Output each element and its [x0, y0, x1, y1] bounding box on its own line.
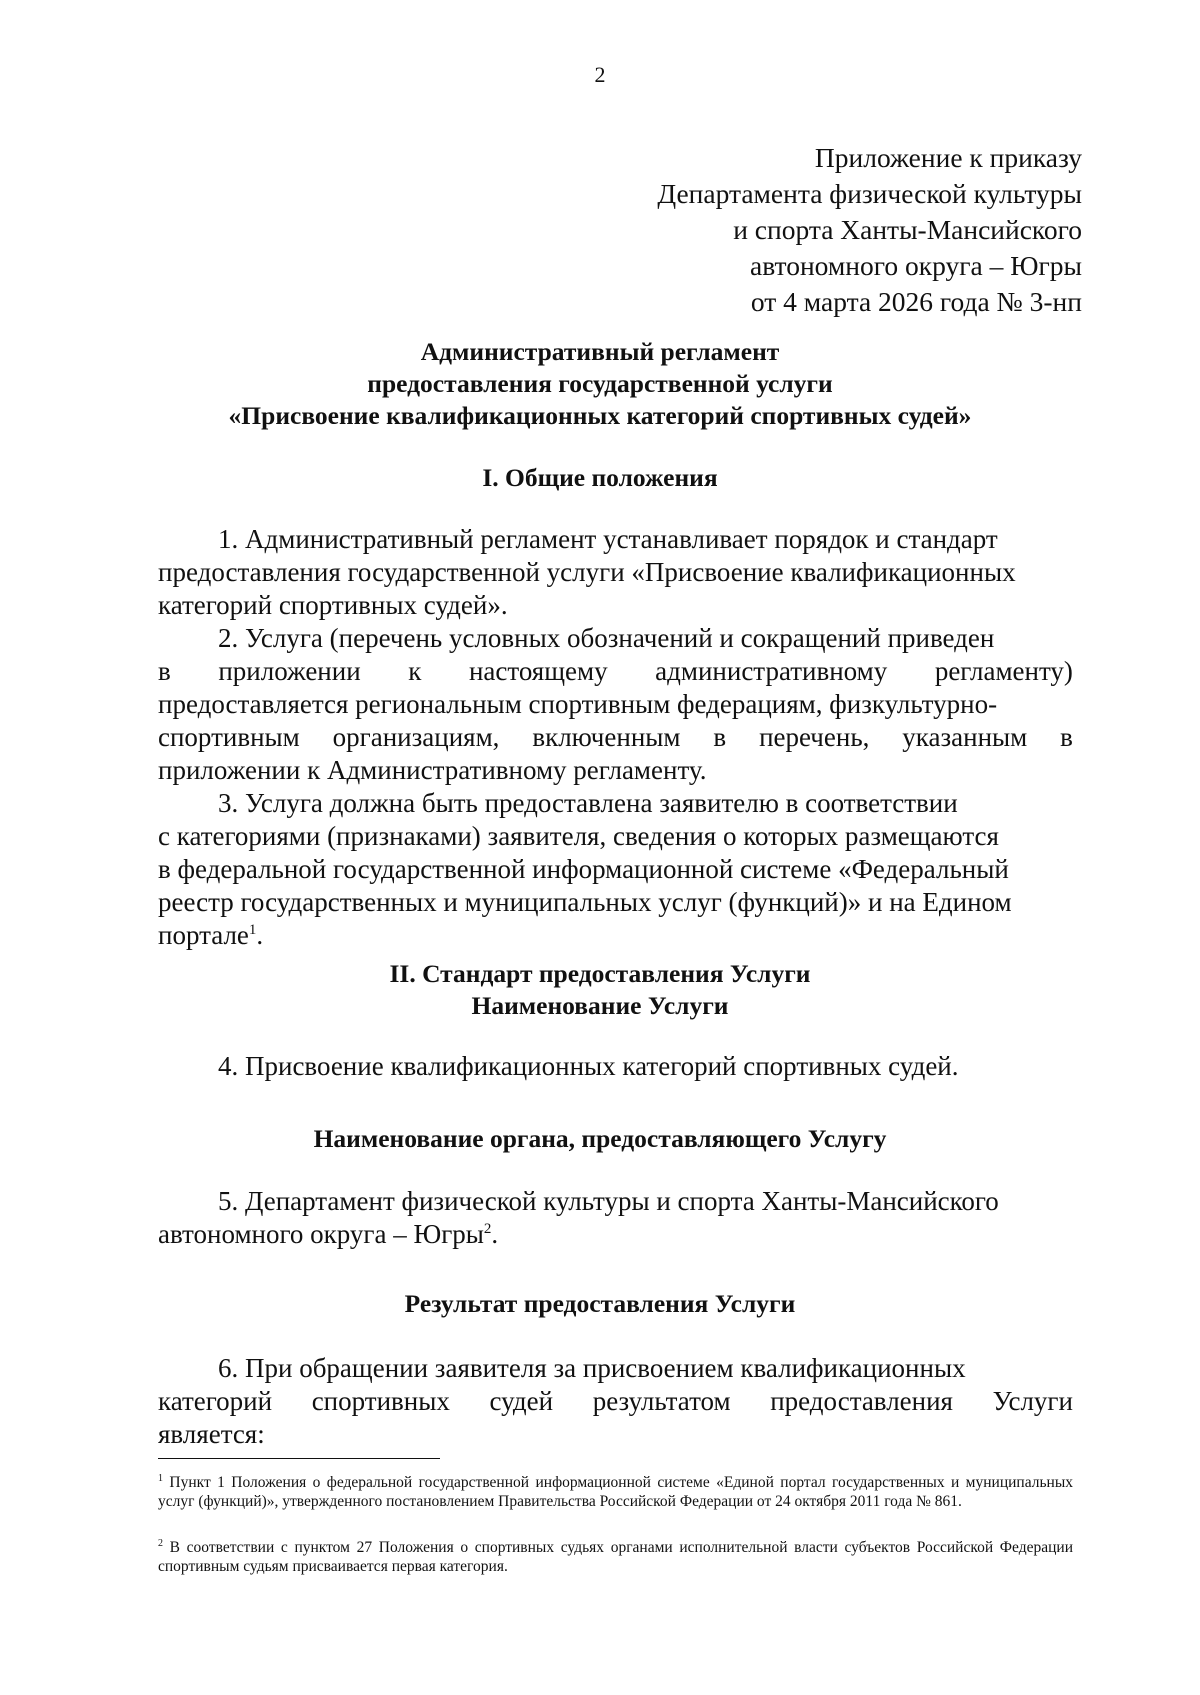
paragraph-text: является: — [158, 1419, 265, 1449]
justified-line: в приложении к настоящему административному регламенту) — [158, 656, 1073, 686]
paragraph-1 — [158, 523, 1073, 622]
page-number: 2 — [594, 62, 606, 87]
paragraph-text: категорий спортивных судей». — [158, 590, 508, 620]
appendix-line: от 4 марта 2026 года № 3-нп — [750, 286, 1082, 317]
appendix-block — [657, 140, 1082, 320]
paragraph-text: 6. При обращении заявителя за присвоением квалификационных — [218, 1353, 966, 1383]
paragraph-text: приложении к Административному регламенту. — [158, 755, 707, 785]
footnote-ref[interactable]: 2 — [483, 1221, 492, 1237]
paragraph-6 — [158, 1352, 1073, 1451]
footnote-separator — [158, 1458, 440, 1459]
paragraph-text: 4. Присвоение квалификационных категорий спортивных судей. — [218, 1051, 959, 1081]
document-title — [130, 336, 1070, 432]
paragraph-text: предоставления государственной услуги «Присвоение квалификационных — [158, 557, 1016, 587]
footnote-text: В соответствии с пунктом 27 Положения о спортивных судьях органами исполнительной власти субъектов Российской Федерации спортивным судьям присваивается первая категория. — [158, 1539, 1073, 1575]
paragraph-text: реестр государственных и муниципальных услуг (функций)» и на Едином — [158, 887, 1012, 917]
paragraph-text: предоставляется региональным спортивным федерациям, физкультурно- — [158, 689, 998, 719]
paragraph-4 — [158, 1050, 1073, 1083]
footnote-mark: 1 — [158, 1472, 163, 1484]
paragraph-text: с категориями (признаками) заявителя, сведения о которых размещаются — [158, 821, 999, 851]
paragraph-text: в федеральной государственной информационной системе «Федеральный — [158, 854, 1009, 884]
justified-line: спортивным организациям, включенным в перечень, указанным в — [158, 722, 1073, 752]
title-line: «Присвоение квалификационных категорий спортивных судей» — [228, 401, 972, 430]
paragraph-text: 5. Департамент физической культуры и спорта Ханты-Мансийского — [218, 1186, 999, 1216]
subsection-heading: Наименование органа, предоставляющего Услугу — [313, 1124, 887, 1153]
title-line: предоставления государственной услуги — [367, 369, 833, 398]
paragraph-3: 3. Услуга должна быть предоставлена заявителю в соответствии с категориями (признаками) заявителя, сведения о которых размещаются в федеральной государственной информационной системе «Федеральный реестр государственных и муниципальных услуг (функций)» и на Едином портале$^1$. — [158, 787, 1073, 952]
paragraph-text: 3. Услуга должна быть предоставлена заявителю в соответствии — [218, 788, 958, 818]
paragraph-5: 5. Департамент физической культуры и спорта Ханты-Мансийского автономного округа – Югры$^2$. — [158, 1186, 999, 1249]
footnote-ref[interactable]: 1 — [248, 922, 257, 938]
section-heading: II. Стандарт предоставления Услуги Наименование Услуги — [389, 959, 811, 1020]
appendix-line: автономного округа – Югры — [750, 250, 1082, 281]
appendix-line: и спорта Ханты-Мансийского — [733, 214, 1082, 245]
section-heading: I. Общие положения — [482, 463, 718, 492]
footnote-1 — [158, 1473, 1073, 1511]
footnote-text: Пункт 1 Положения о федеральной государственной информационной системе «Единой портал государственных и муниципальных услуг (функций)», утвержденного постановлением Правительства Российской Федерации от 24 октября 2011 года № 861. — [158, 1474, 1073, 1510]
appendix-line: Приложение к приказу — [814, 142, 1082, 173]
appendix-line: Департамента физической культуры — [657, 178, 1082, 209]
paragraph-2 — [158, 622, 1073, 787]
paragraph-text: 2. Услуга (перечень условных обозначений и сокращений приведен — [218, 623, 995, 653]
title-line: Административный регламент — [420, 337, 780, 366]
paragraph-text: 1. Административный регламент устанавливает порядок и стандарт — [218, 524, 998, 554]
footnote-2 — [158, 1538, 1073, 1576]
subsection-heading: Результат предоставления Услуги — [404, 1289, 796, 1318]
justified-line: категорий спортивных судей результатом предоставления Услуги — [158, 1386, 1073, 1416]
footnote-mark: 2 — [158, 1537, 163, 1549]
